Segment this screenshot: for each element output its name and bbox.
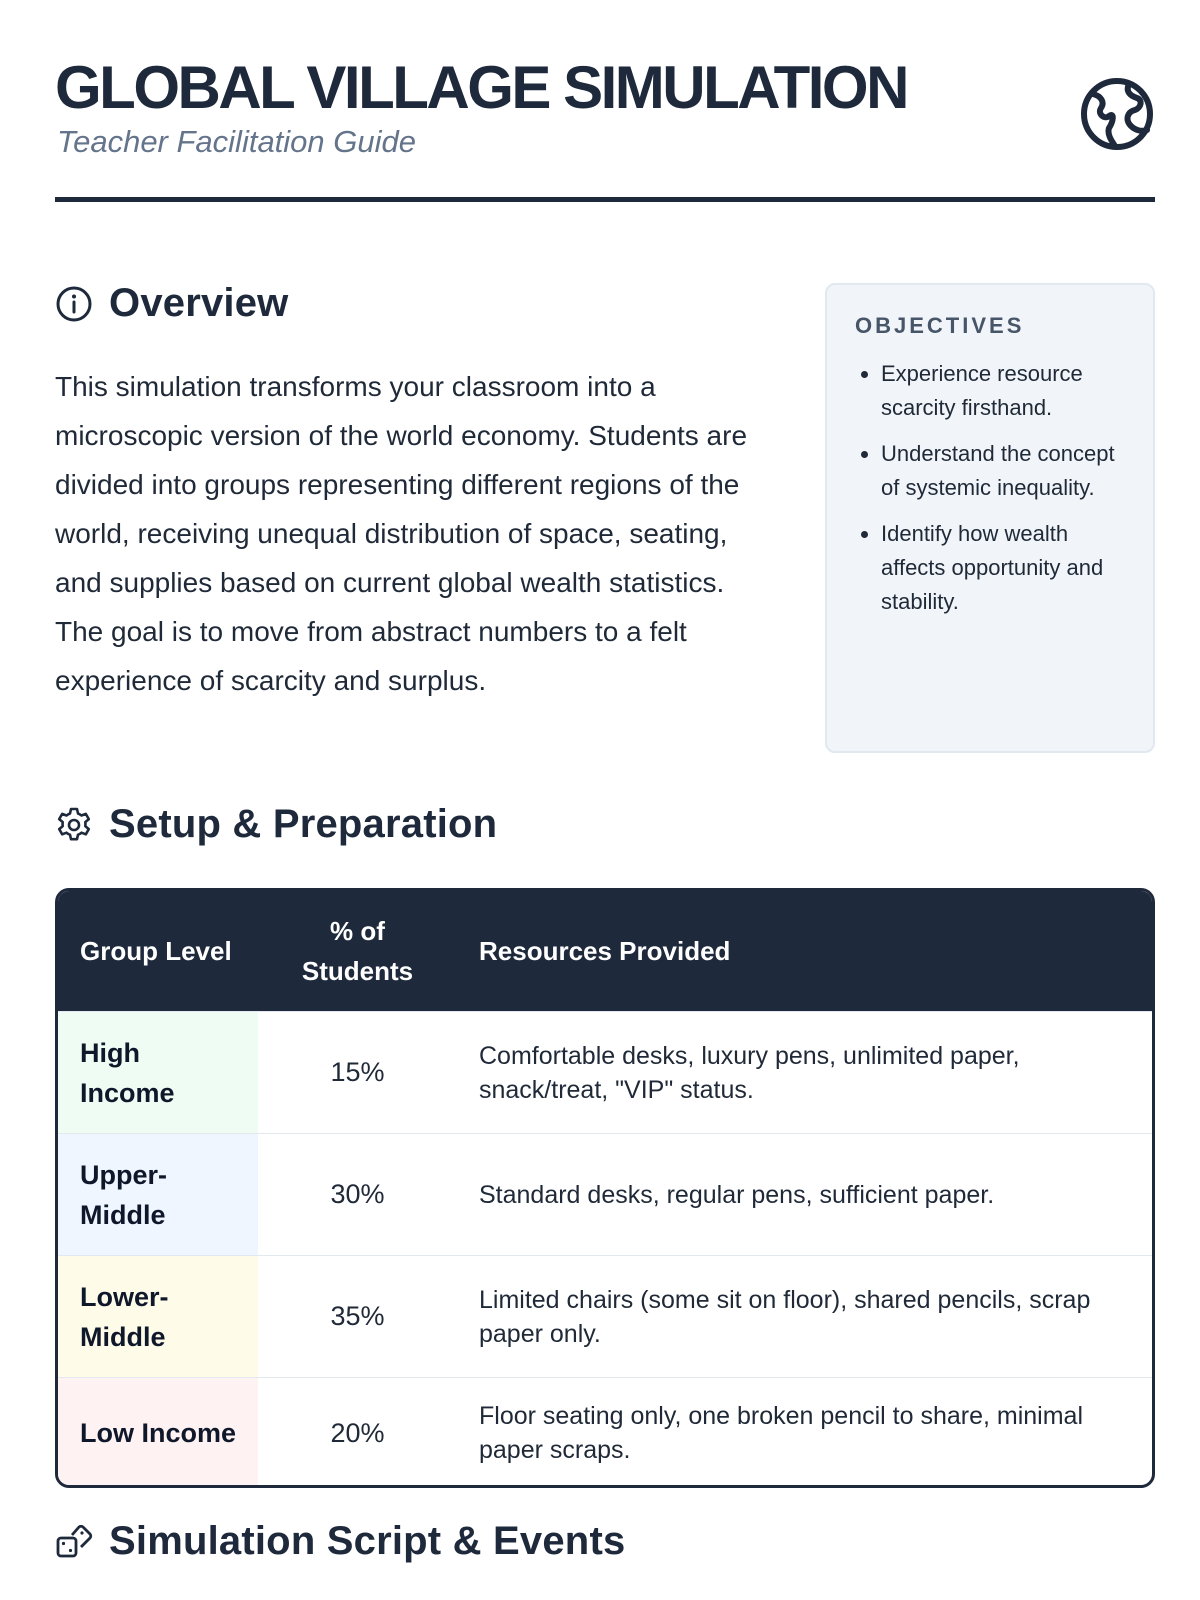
- pct-cell: 35%: [258, 1256, 457, 1378]
- objective-item: • Identify how wealth affects opportunity and stability.: [881, 517, 1125, 619]
- objectives-box: [825, 283, 1155, 753]
- header: [55, 52, 1155, 202]
- overview-title: Overview: [109, 281, 289, 325]
- objective-item: • Understand the concept of systemic inequality.: [881, 437, 1125, 505]
- pct-cell: 15%: [258, 1012, 457, 1134]
- dice-icon: [55, 1523, 93, 1561]
- table-row: [58, 1012, 1152, 1134]
- info-icon: [55, 285, 93, 323]
- script-heading: [55, 1519, 625, 1564]
- page-subtitle: Teacher Facilitation Guide: [57, 124, 416, 159]
- table-row: [58, 1378, 1152, 1489]
- objective-item: • Experience resource scarcity firsthand.: [881, 357, 1125, 425]
- group-cell: Upper-Middle: [58, 1134, 258, 1256]
- page: [55, 0, 1155, 1600]
- group-cell: High Income: [58, 1012, 258, 1134]
- resources-cell: Standard desks, regular pens, sufficient paper.: [457, 1134, 1152, 1256]
- objectives-list: [855, 357, 1125, 619]
- script-title: Simulation Script & Events: [109, 1519, 626, 1563]
- group-cell: Lower-Middle: [58, 1256, 258, 1378]
- setup-title: Setup & Preparation: [109, 802, 498, 846]
- resources-cell: Comfortable desks, luxury pens, unlimited paper, snack/treat, "VIP" status.: [457, 1012, 1152, 1134]
- col-header-pct: % of Students: [258, 891, 457, 1012]
- overview-heading: [55, 281, 289, 326]
- table-header-row: [58, 891, 1152, 1012]
- table-row: [58, 1134, 1152, 1256]
- setup-heading: [55, 802, 497, 847]
- resources-cell: Limited chairs (some sit on floor), shared pencils, scrap paper only.: [457, 1256, 1152, 1378]
- overview-body: This simulation transforms your classroom into a microscopic version of the world economy. Students are divided into groups representing different regions of the world, receiving unequal distribution of space, seating, and supplies based on current global wealth statistics. The goal is to move from abstract numbers to a felt experience of scarcity and surplus.: [55, 371, 748, 696]
- page-title: GLOBAL VILLAGE SIMULATION: [55, 54, 907, 121]
- pct-cell: 20%: [258, 1378, 457, 1489]
- resources-cell: Floor seating only, one broken pencil to share, minimal paper scraps.: [457, 1378, 1152, 1489]
- table-row: [58, 1256, 1152, 1378]
- resource-table: [55, 888, 1155, 1488]
- col-header-group: Group Level: [58, 891, 258, 1012]
- pct-cell: 30%: [258, 1134, 457, 1256]
- col-header-resources: Resources Provided: [457, 891, 1152, 1012]
- globe-icon: [1079, 76, 1155, 152]
- gear-icon: [55, 806, 93, 844]
- objectives-title: OBJECTIVES: [855, 313, 1025, 338]
- group-cell: Low Income: [58, 1378, 258, 1489]
